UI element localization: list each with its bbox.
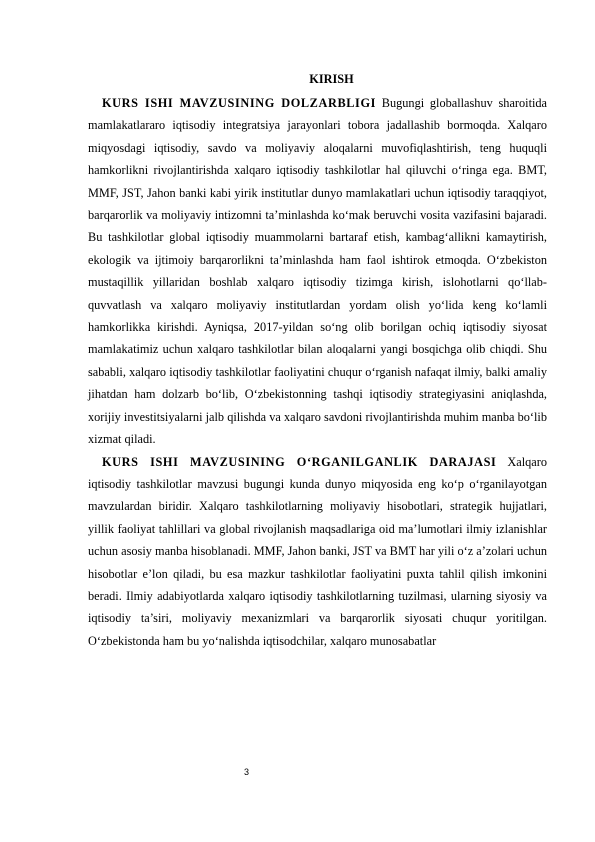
section-title: KIRISH xyxy=(309,72,354,86)
paragraph-study-level xyxy=(88,451,547,653)
page-number: 3 xyxy=(244,767,250,777)
paragraph-lead-study-level: KURS ISHI MAVZUSINING O‘RGANILGANLIK DARAJASI xyxy=(102,454,497,469)
paragraph-text-study-level: Xalqaro iqtisodiy tashkilotlar mavzusi bugungi kunda dunyo miqyosida eng ko‘p o‘rganilayotgan mavzulardan biridir. Xalqaro tashkilotlarning moliyaviy hisobotlari, strategik hujjatlari, yillik faoliyat tahlillari va global rivojlanish maqsadlariga oid ma’lumotlari ilmiy izlanishlar uchun asosiy manba hisoblanadi. MMF, Jahon banki, JST va BMT har yili o‘z a’zolari uchun hisobotlar e’lon qiladi, bu esa mazkur tashkilotlar faoliyatini puxta tahlil qilish imkonini beradi. Ilmiy adabiyotlarda xalqaro iqtisodiy tashkilotlarning tuzilmasi, ularning siyosiy va iqtisodiy ta’siri, moliyaviy mexanizmlari va barqarorlik siyosati chuqur yoritilgan. O‘zbekistonda ham bu yo‘nalishda iqtisodchilar, xalqaro munosabatlar xyxy=(88,454,547,648)
paragraph-lead-relevance: KURS ISHI MAVZUSINING DOLZARBLIGI xyxy=(102,96,376,110)
document-page xyxy=(88,68,547,652)
paragraph-relevance xyxy=(88,92,547,451)
paragraph-text-relevance: Bugungi globallashuv sharoitida mamlakatlararo iqtisodiy integratsiya jarayonlari tobora jadallashib bormoqda. Xalqaro miqyosdagi iqtisodiy, savdo va moliyaviy aloqalarni muvofiqlashtirish, teng huquqli hamkorlikni rivojlantirishda xalqaro iqtisodiy tashkilotlar hal qiluvchi o‘ringa ega. BMT, MMF, JST, Jahon banki kabi yirik institutlar dunyo mamlakatlari uchun iqtisodiy taraqqiyot, barqarorlik va moliyaviy intizomni ta’minlashda ko‘mak beruvchi vosita vazifasini bajaradi. Bu tashkilotlar global iqtisodiy muammolarni bartaraf etish, kambag‘allikni kamaytirish, ekologik va ijtimoiy barqarorlikni ta’minlashda ham faol ishtirok etmoqda. O‘zbekiston mustaqillik yillaridan boshlab xalqaro iqtisodiy tizimga kirish, islohotlarni qo‘llab-quvvatlash va xalqaro moliyaviy institutlardan yordam olish yo‘lida keng ko‘lamli hamkorlikka kirishdi. Ayniqsa, 2017-yildan so‘ng olib borilgan ochiq iqtisodiy siyosat mamlakatimiz uchun xalqaro tashkilotlar bilan aloqalarni yangi bosqichga olib chiqdi. Shu sababli, xalqaro iqtisodiy tashkilotlar faoliyatini chuqur o‘rganish nafaqat ilmiy, balki amaliy jihatdan ham dolzarb bo‘lib, O‘zbekistonning tashqi iqtisodiy strategiyasini aniqlashda, xorijiy investitsiyalarni jalb qilishda va xalqaro savdoni rivojlantirishda muhim manba bo‘lib xizmat qiladi. xyxy=(88,96,548,447)
